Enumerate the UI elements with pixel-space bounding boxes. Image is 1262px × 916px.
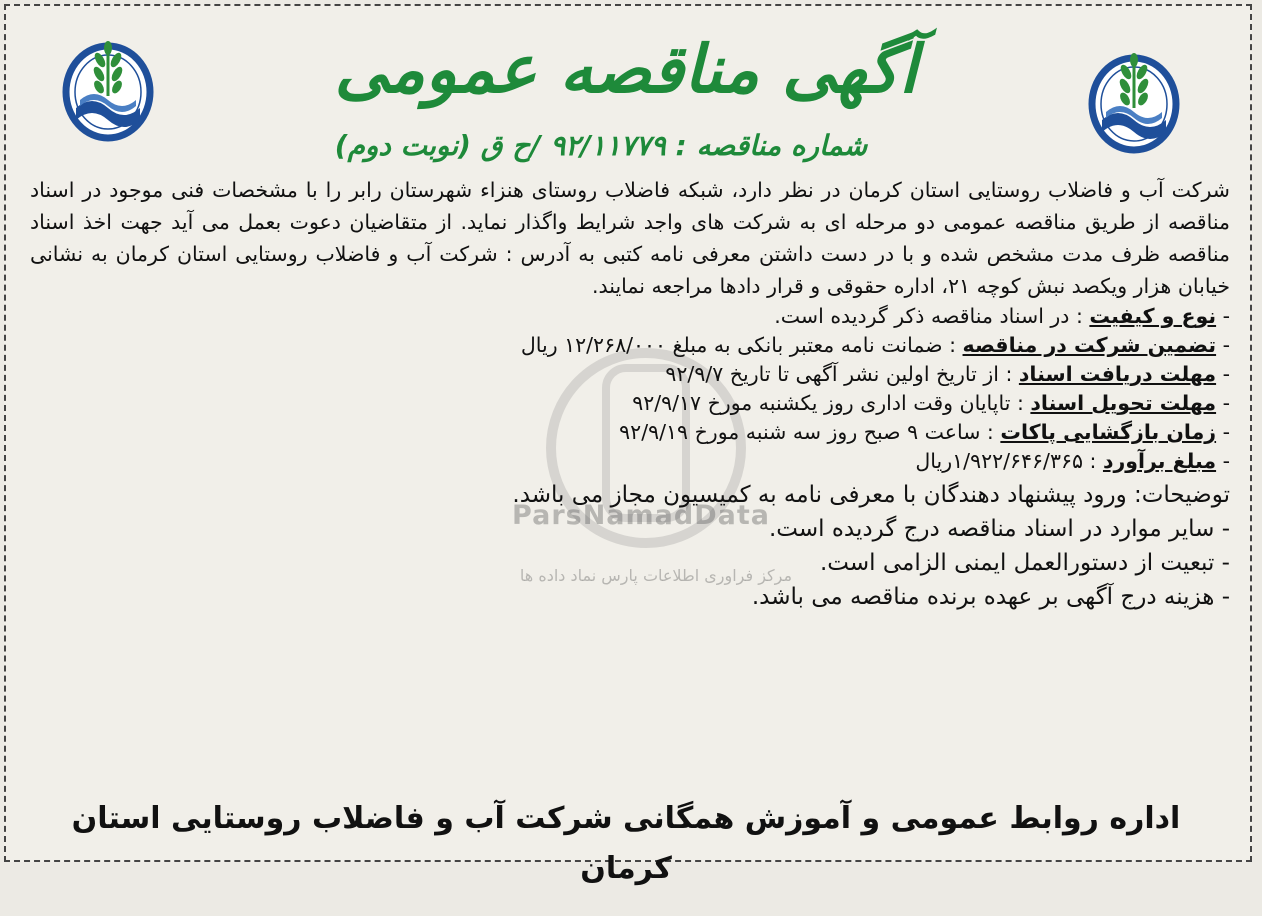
note-item: - هزینه درج آگهی بر عهده برنده مناقصه می باشد. [751, 584, 1230, 610]
ad-title: آگهی مناقصه عمومی [334, 31, 918, 108]
detail-value: : ۱/۹۲۲/۶۴۶/۳۶۵ریال [915, 449, 1097, 473]
detail-label: مهلت دریافت اسناد [1018, 362, 1217, 386]
note-item: توضیحات: ورود پیشنهاد دهندگان با معرفی نامه به کمیسیون مجاز می باشد. [512, 482, 1230, 508]
company-logo-icon [1088, 46, 1180, 154]
tender-details-list [30, 302, 1230, 476]
detail-item: - مهلت دریافت اسناد : از تاریخ اولین نشر آگهی تا تاریخ ۹۲/۹/۷ [665, 362, 1230, 386]
detail-item: - نوع و کیفیت : در اسناد مناقصه ذکر گردیده است. [774, 304, 1230, 328]
detail-label: زمان بازگشایی پاکات [1000, 420, 1217, 444]
detail-value: : ساعت ۹ صبح روز سه شنبه مورخ ۹۲/۹/۱۹ [619, 420, 994, 444]
detail-label: نوع و کیفیت [1089, 304, 1217, 328]
intro-paragraph: شرکت آب و فاضلاب روستایی استان کرمان در نظر دارد، شبکه فاضلاب روستای هنزاء شهرستان رابر را با مشخصات فنی موجود در اسناد مناقصه از طریق مناقصه عمومی دو مرحله ای به شرکت های واجد شرایط واگذار نماید. از متقاضیان دعوت بعمل می آید جهت اخذ اسناد مناقصه ظرف مدت مشخص شده و با در دست داشتن معرفی نامه کتبی به آدرس : شرکت آب و فاضلاب روستایی استان کرمان به نشانی خیابان هزار ویکصد نبش کوچه ۲۱، اداره حقوقی و قرار دادها مراجعه نمایند. [30, 178, 1230, 298]
watermark-brand: ParsNamadData [512, 500, 770, 531]
detail-value: : ضمانت نامه معتبر بانکی به مبلغ ۱۲/۲۶۸/۰۰۰ ریال [520, 333, 956, 357]
detail-item: - تضمین شرکت در مناقصه : ضمانت نامه معتبر بانکی به مبلغ ۱۲/۲۶۸/۰۰۰ ریال [520, 333, 1230, 357]
tender-number: شماره مناقصه : ۹۲/۱۱۷۷۹ /ح ق (نوبت دوم) [334, 129, 868, 162]
detail-value: : در اسناد مناقصه ذکر گردیده است. [774, 304, 1083, 328]
notes-list [30, 478, 1230, 614]
note-item: - تبعیت از دستورالعمل ایمنی الزامی است. [819, 550, 1230, 576]
detail-item: - زمان بازگشایی پاکات : ساعت ۹ صبح روز سه شنبه مورخ ۹۲/۹/۱۹ [619, 420, 1230, 444]
detail-value: : تاپایان وقت اداری روز یکشنبه مورخ ۹۲/۹/۱۷ [632, 391, 1024, 415]
ad-body [30, 174, 1230, 614]
watermark-tagline: مرکز فراوری اطلاعات پارس نماد داده ها [519, 566, 793, 585]
detail-item: - مهلت تحویل اسناد : تاپایان وقت اداری روز یکشنبه مورخ ۹۲/۹/۱۷ [632, 391, 1230, 415]
detail-label: تضمین شرکت در مناقصه [962, 333, 1217, 357]
tender-ad-box [4, 4, 1252, 886]
issuer-signature: اداره روابط عمومی و آموزش همگانی شرکت آب و فاضلاب روستایی استان کرمان [71, 801, 1181, 886]
detail-label: مبلغ برآورد [1102, 449, 1217, 473]
company-logo-icon [62, 34, 154, 142]
detail-value: : از تاریخ اولین نشر آگهی تا تاریخ ۹۲/۹/۷ [665, 362, 1013, 386]
detail-item: - مبلغ برآورد : ۱/۹۲۲/۶۴۶/۳۶۵ریال [915, 449, 1230, 473]
detail-label: مهلت تحویل اسناد [1030, 391, 1217, 415]
note-item: - سایر موارد در اسناد مناقصه درج گردیده است. [769, 516, 1230, 542]
